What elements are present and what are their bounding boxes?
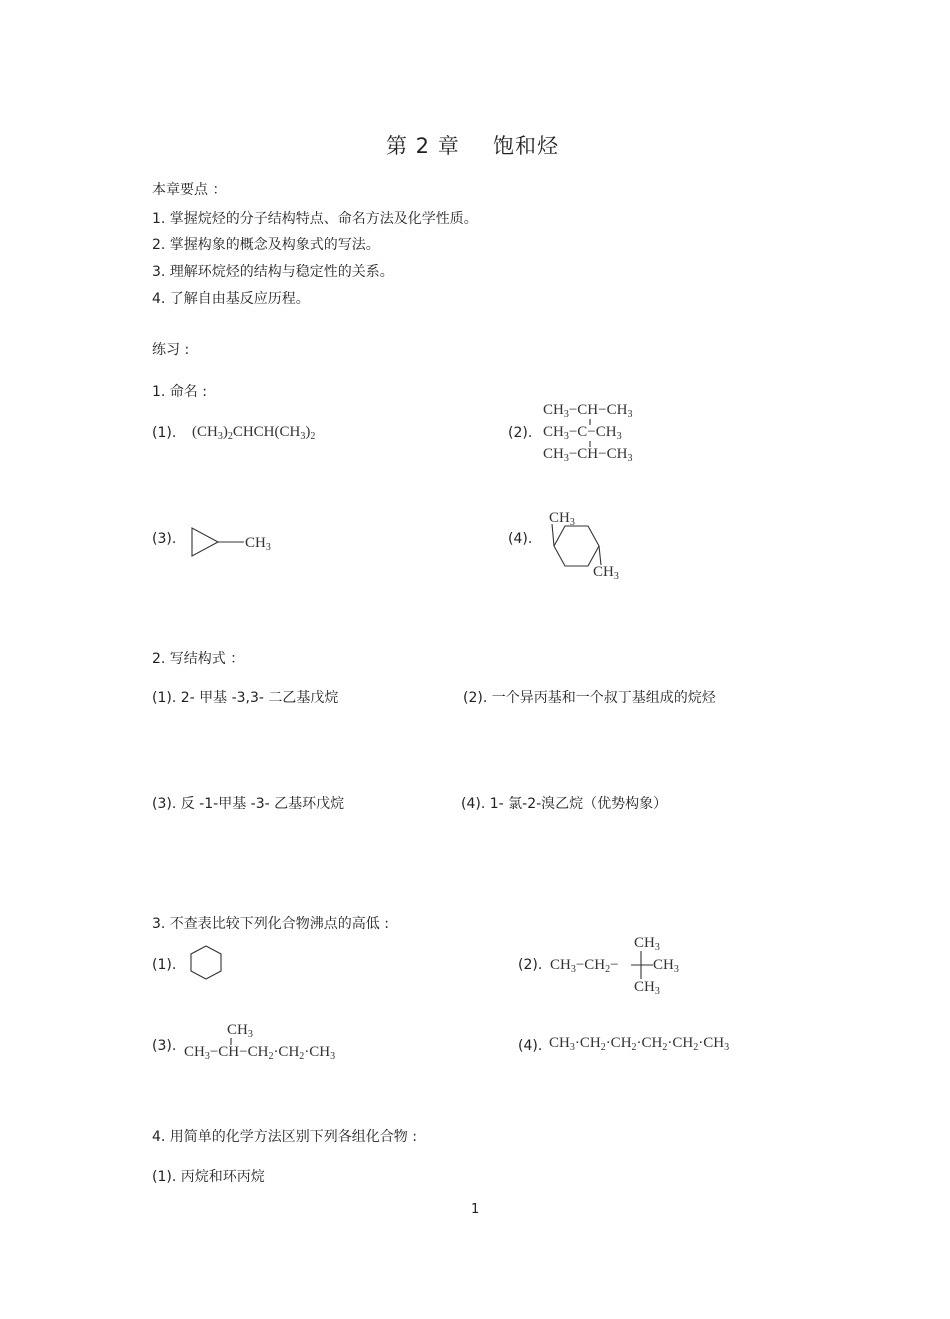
q2-item: (4). 1- 氯-2-溴乙烷（优势构象） — [461, 796, 668, 812]
q1-item-3-substituent: $CH_3$ — [245, 535, 271, 553]
q1-item-1-formula: $(CH_3)_2CHCH(CH_3)_2$ — [192, 424, 316, 442]
page-number: 1 — [471, 1202, 480, 1217]
key-point-item: 2. 掌握构象的概念及构象式的写法。 — [152, 237, 380, 253]
q1-item-2-line-3: $CH_3-CH-CH_3$ — [543, 446, 633, 464]
q4-item: (1). 丙烷和环丙烷 — [152, 1169, 265, 1185]
q1-item-4-substituent-top: $CH_3$ — [549, 510, 575, 528]
q3-item-2-top: $CH_3$ — [634, 935, 660, 953]
q3-item-2-bottom: $CH_3$ — [634, 979, 660, 997]
q1-item-2-label: (2). — [508, 425, 533, 441]
key-point-item: 4. 了解自由基反应历程。 — [152, 291, 310, 307]
q2-item: (3). 反 -1-甲基 -3- 乙基环戊烷 — [152, 796, 345, 812]
chapter-number: 第 2 章 — [386, 134, 460, 158]
exercises-heading: 练习 : — [152, 342, 190, 358]
key-points-heading: 本章要点 ： — [152, 182, 227, 198]
key-point-item: 3. 理解环烷烃的结构与稳定性的关系。 — [152, 264, 394, 280]
question-4-title: 4. 用简单的化学方法区别下列各组化合物 : — [152, 1129, 417, 1145]
q1-item-2-line-1: $CH_3-CH-CH_3$ — [543, 402, 633, 420]
key-point-item: 1. 掌握烷烃的分子结构特点、命名方法及化学性质。 — [152, 211, 478, 227]
question-1-title: 1. 命名 : — [152, 384, 207, 400]
q1-item-4-substituent-bottom: $CH_3$ — [593, 564, 619, 582]
q1-item-4-label: (4). — [508, 531, 533, 547]
q3-item-2-right: $CH_3$ — [653, 957, 679, 975]
q1-item-1-label: (1). — [152, 425, 177, 441]
question-3-title: 3. 不查表比较下列化合物沸点的高低 : — [152, 916, 389, 932]
q3-item-4-label: (4). — [518, 1038, 543, 1054]
q3-item-1-label: (1). — [152, 957, 177, 973]
q3-item-4-main: $CH_3\cdot CH_2\cdot CH_2\cdot CH_2\cdot CH_2\cdot CH_3$ — [549, 1035, 730, 1053]
q3-item-2-label: (2). — [518, 957, 543, 973]
q1-item-3-label: (3). — [152, 531, 177, 547]
q3-item-3-top: $CH_3$ — [227, 1022, 253, 1040]
question-2-title: 2. 写结构式 ： — [152, 651, 245, 667]
q2-item: (1). 2- 甲基 -3,3- 二乙基戊烷 — [152, 690, 339, 706]
q3-item-3-label: (3). — [152, 1038, 177, 1054]
q3-item-3-main: $CH_3-CH-CH_2\cdot CH_2\cdot CH_3$ — [184, 1044, 336, 1062]
chapter-title: 饱和烃 — [493, 134, 559, 158]
q3-item-2-main: $CH_3-CH_2-$ — [550, 957, 619, 975]
q1-item-2-line-2: $CH_3-C-CH_3$ — [543, 424, 622, 442]
q2-item: (2). 一个异丙基和一个叔丁基组成的烷烃 — [463, 690, 716, 706]
